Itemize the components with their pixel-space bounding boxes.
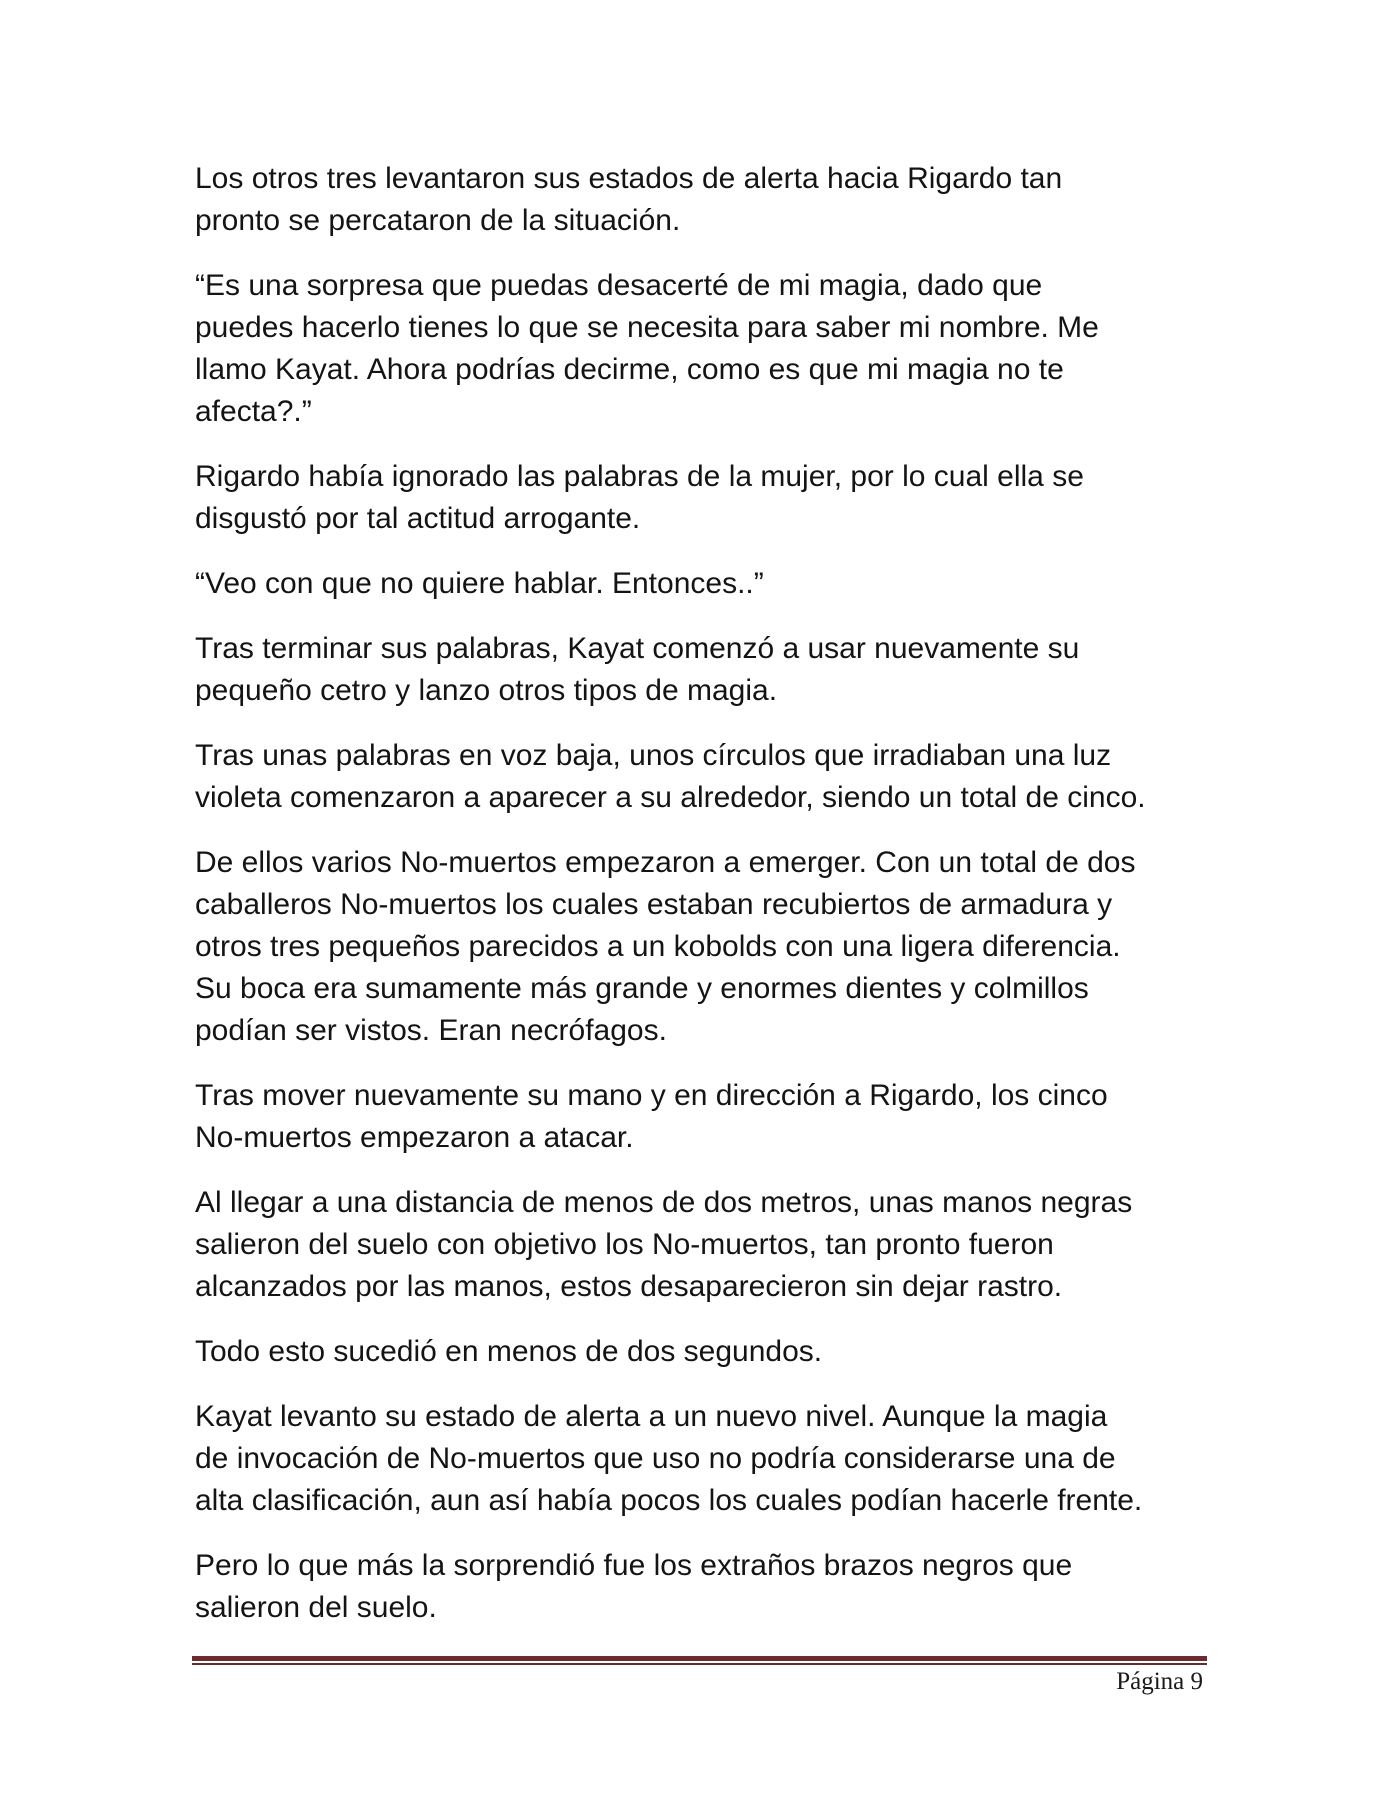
footer-divider-thin — [192, 1663, 1207, 1665]
paragraph-6: Tras unas palabras en voz baja, unos círculos que irradiaban una luz violeta comenzaron a aparecer a su alrededor, siendo un total de cinco. — [195, 739, 1146, 814]
paragraph-10: Todo esto sucedió en menos de dos segundos. — [195, 1335, 823, 1368]
body-text — [195, 158, 1235, 1652]
footer-divider-thick — [192, 1656, 1207, 1661]
paragraph-11: Kayat levanto su estado de alerta a un nuevo nivel. Aunque la magia de invocación de No-muertos que uso no podría considerarse una de alta clasificación, aun así había pocos los cuales podían hacerle frente. — [195, 1400, 1143, 1517]
paragraph-1: Los otros tres levantaron sus estados de alerta hacia Rigardo tan pronto se percataron de la situación. — [195, 162, 1063, 237]
footer-divider — [192, 1656, 1207, 1665]
page-number: Página 9 — [1116, 1668, 1203, 1695]
paragraph-3: Rigardo había ignorado las palabras de la mujer, por lo cual ella se disgustó por tal actitud arrogante. — [195, 460, 1084, 535]
paragraph-5: Tras terminar sus palabras, Kayat comenzó a usar nuevamente su pequeño cetro y lanzo otros tipos de magia. — [195, 632, 1080, 707]
paragraph-12: Pero lo que más la sorprendió fue los extraños brazos negros que salieron del suelo. — [195, 1549, 1073, 1624]
paragraph-4: “Veo con que no quiere hablar. Entonces..” — [195, 567, 764, 600]
paragraph-9: Al llegar a una distancia de menos de dos metros, unas manos negras salieron del suelo con objetivo los No-muertos, tan pronto fueron alcanzados por las manos, estos desaparecieron sin dejar rastro. — [195, 1186, 1133, 1303]
paragraph-2: “Es una sorpresa que puedas desacerté de mi magia, dado que puedes hacerlo tienes lo que se necesita para saber mi nombre. Me llamo Kayat. Ahora podrías decirme, como es que mi magia no te afecta?.” — [195, 269, 1099, 428]
paragraph-8: Tras mover nuevamente su mano y en dirección a Rigardo, los cinco No-muertos empezaron a atacar. — [195, 1079, 1108, 1154]
paragraph-7: De ellos varios No-muertos empezaron a emerger. Con un total de dos caballeros No-muertos los cuales estaban recubiertos de armadura y otros tres pequeños parecidos a un kobolds con una ligera diferencia. Su boca era sumamente más grande y enormes dientes y colmillos podían ser vistos. Eran necrófagos. — [195, 846, 1136, 1047]
